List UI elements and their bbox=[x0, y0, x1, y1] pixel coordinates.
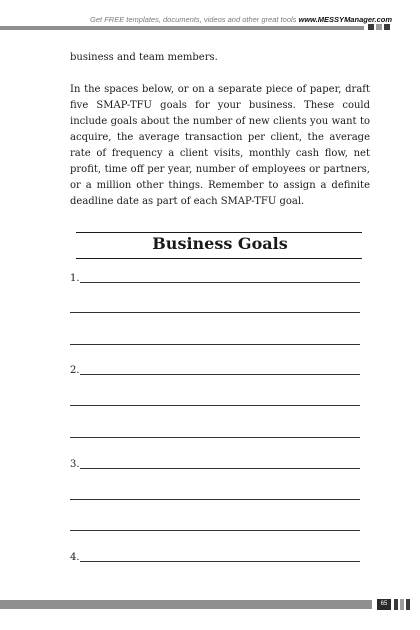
goal-write-line[interactable] bbox=[80, 374, 360, 375]
footer-rule bbox=[0, 600, 372, 609]
page-header bbox=[90, 15, 392, 24]
section-title: Business Goals bbox=[152, 234, 288, 253]
goal-write-line[interactable] bbox=[70, 405, 360, 406]
goal-write-line[interactable] bbox=[70, 344, 360, 345]
goal-write-line[interactable] bbox=[80, 282, 360, 283]
goal-number: 4. bbox=[70, 552, 80, 563]
footer-bar bbox=[400, 599, 404, 610]
header-square bbox=[368, 24, 374, 30]
paragraph-instructions: In the spaces below, or on a separate piece of paper, draft five SMAP-TFU goals for your business. These could include goals about the number of new clients you want to acquire, the average transaction per client, the average rate of frequency a client visits, monthly cash flow, net profit, time off per year, number of employees or partners, or a million other things. Remember to assign a definite deadline date as part of each SMAP-TFU goal. bbox=[70, 84, 370, 207]
title-rule-bottom bbox=[76, 258, 362, 259]
header-square bbox=[376, 24, 382, 30]
header-rule bbox=[0, 26, 364, 30]
footer-bar bbox=[406, 599, 410, 610]
goal-number: 2. bbox=[70, 365, 80, 376]
paragraph-continuation: business and team members. bbox=[70, 52, 218, 63]
goal-write-line[interactable] bbox=[70, 312, 360, 313]
goal-write-line[interactable] bbox=[70, 530, 360, 531]
header-square bbox=[384, 24, 390, 30]
goal-write-line[interactable] bbox=[70, 499, 360, 500]
goal-write-line[interactable] bbox=[70, 437, 360, 438]
goal-write-line[interactable] bbox=[80, 468, 360, 469]
footer-bar bbox=[394, 599, 398, 610]
header-tagline: Get FREE templates, documents, videos and other great tools bbox=[90, 15, 297, 24]
header-decoration bbox=[368, 24, 390, 30]
footer-decoration bbox=[394, 599, 410, 610]
goal-number: 1. bbox=[70, 273, 80, 284]
goal-number: 3. bbox=[70, 459, 80, 470]
header-site-link[interactable]: www.MESSYManager.com bbox=[298, 15, 392, 24]
page-number: 65 bbox=[377, 599, 391, 610]
goal-write-line[interactable] bbox=[80, 561, 360, 562]
